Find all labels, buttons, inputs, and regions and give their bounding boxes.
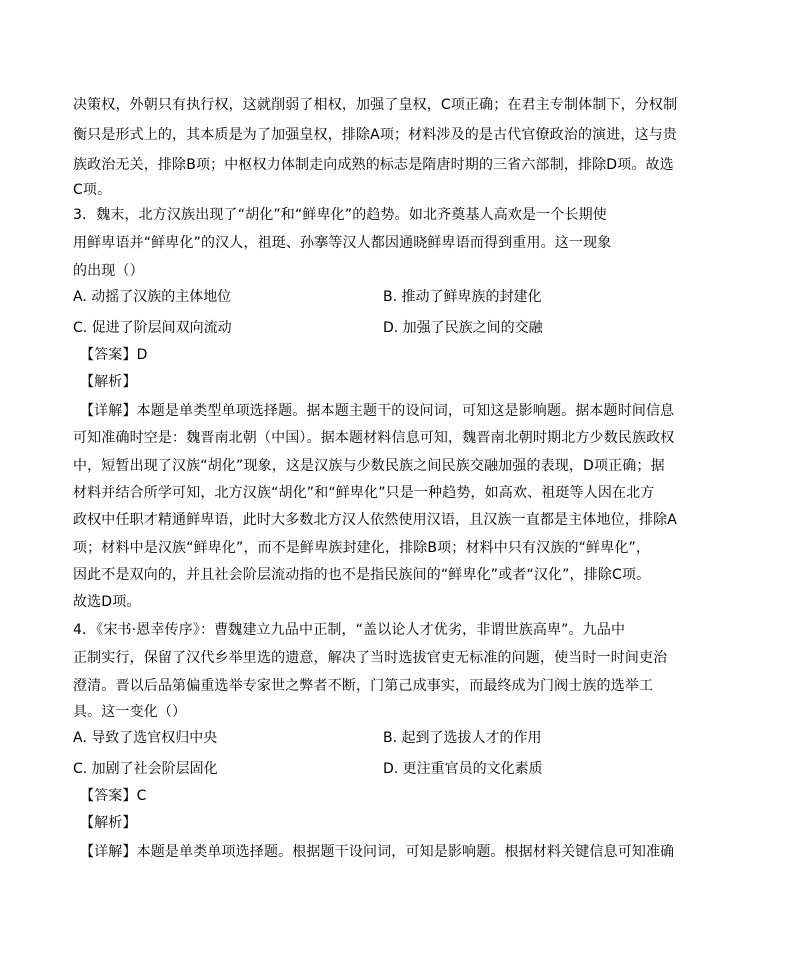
q3-answer: 【答案】D: [80, 347, 148, 363]
question-4-stem: 正制实行，保留了汉代乡举里选的遗意，解决了当时选拔官吏无标准的问题，使当时一时间吏治: [73, 650, 668, 666]
question-3-stem: 的出现（）: [73, 263, 144, 279]
q3-option-b: B. 推动了鲜卑族的封建化: [383, 289, 542, 305]
q3-explanation: 中，短暂出现了汉族“胡化”现象，这是汉族与少数民族之间民族交融加强的表现，D项正确；据: [73, 458, 665, 474]
q3-explanation: 【详解】本题是单类型单项选择题。据本题主题干的设问词，可知这是影响题。据本题时间信息: [80, 403, 675, 419]
text-line: 族政治无关，排除B项；中枢权力体制走向成熟的标志是隋唐时期的三省六部制，排除D项。故选: [73, 157, 674, 173]
text-line: 决策权，外朝只有执行权，这就削弱了相权，加强了皇权，C项正确；在君主专制体制下，分权制: [73, 97, 678, 113]
question-4-stem: 澄清。晋以后品第偏重选举专家世之弊者不断，门第己成事实，而最终成为门阀士族的选举工: [73, 678, 654, 694]
q3-explanation: 因此不是双向的，并且社会阶层流动指的也不是指民族间的“鲜卑化”或者“汉化”，排除C项。: [73, 567, 651, 583]
q4-option-c: C. 加剧了社会阶层固化: [73, 761, 218, 777]
text-line: C项。: [73, 182, 112, 198]
q4-answer: 【答案】C: [80, 788, 147, 804]
question-4-stem: 具。这一变化（）: [73, 704, 187, 720]
q3-explanation: 政权中任职才精通鲜卑语，此时大多数北方汉人依然使用汉语，且汉族一直都是主体地位，排除A: [73, 512, 678, 528]
text-line: 衡只是形式上的，其本质是为了加强皇权，排除A项；材料涉及的是古代官僚政治的演进，这与贵: [73, 127, 678, 143]
question-3-stem: 用鲜卑语并“鲜卑化”的汉人，祖珽、孙搴等汉人都因通晓鲜卑语而得到重用。这一现象: [73, 235, 612, 251]
q3-explanation: 可知准确时空是：魏晋南北朝（中国）。据本题材料信息可知，魏晋南北朝时期北方少数民族政权: [73, 430, 675, 446]
q3-explanation: 项；材料中是汉族“鲜卑化”，而不是鲜卑族封建化，排除B项；材料中只有汉族的“鲜卑化”，: [73, 540, 651, 556]
q4-analysis-label: 【解析】: [80, 815, 137, 831]
q3-option-c: C. 促进了阶层间双向流动: [73, 320, 232, 336]
q4-option-b: B. 起到了选拔人才的作用: [383, 730, 542, 746]
q3-analysis-label: 【解析】: [80, 374, 137, 390]
q3-option-a: A. 动摇了汉族的主体地位: [73, 289, 232, 305]
question-4-stem: 4．《宋书·恩幸传序》：曹魏建立九品中正制，“盖以论人才优劣，非谓世族高卑”。九品中: [73, 622, 626, 638]
q3-explanation: 材料并结合所学可知，北方汉族“胡化”和“鲜卑化”只是一种趋势，如高欢、祖珽等人因在北方: [73, 485, 655, 501]
q3-explanation: 故选D项。: [73, 594, 141, 610]
question-3-stem: 3．魏末，北方汉族出现了“胡化”和“鲜卑化”的趋势。如北齐奠基人高欢是一个长期使: [73, 207, 607, 223]
q4-explanation: 【详解】本题是单类单项选择题。根据题干设问词，可知是影响题。根据材料关键信息可知准确: [80, 844, 675, 860]
q4-option-d: D. 更注重官员的文化素质: [383, 761, 543, 777]
q3-option-d: D. 加强了民族之间的交融: [383, 320, 543, 336]
q4-option-a: A. 导致了选官权归中央: [73, 730, 218, 746]
